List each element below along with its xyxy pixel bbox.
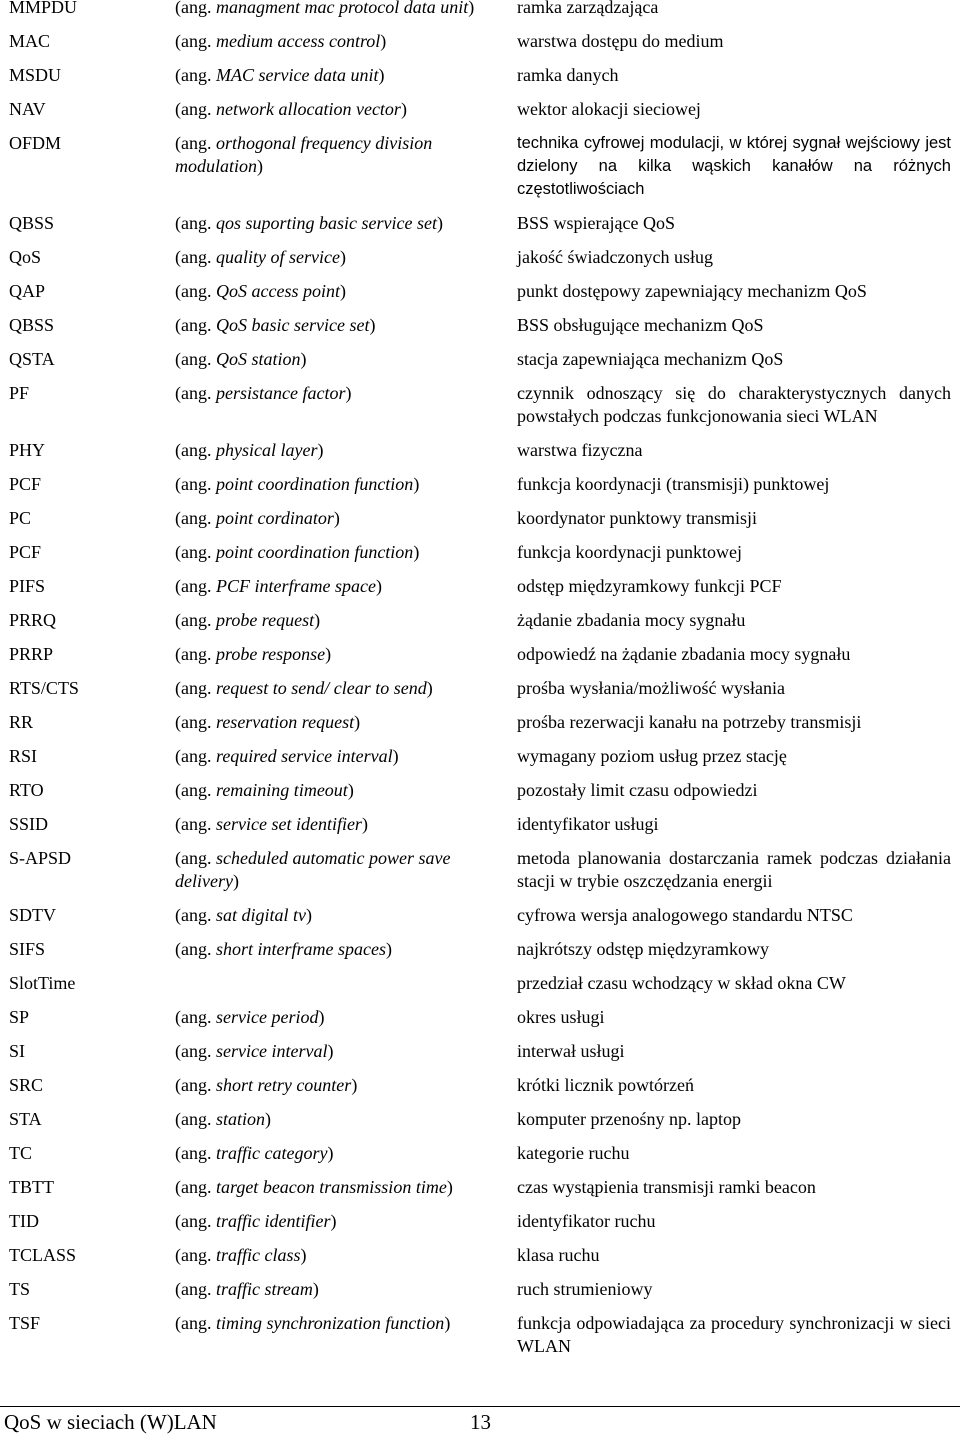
english-term-text: service period <box>215 1007 319 1027</box>
english-term <box>168 1074 510 1097</box>
glossary-row <box>0 1176 960 1210</box>
english-term-text: QoS basic service set <box>215 315 370 335</box>
english-term-text: probe request <box>215 610 315 630</box>
english-term-text: request to send/ clear to send <box>215 678 427 698</box>
ang-suffix: ) <box>347 780 354 800</box>
english-term <box>168 643 510 666</box>
polish-description: pozostały limit czasu odpowiedzi <box>517 780 758 800</box>
english-term-text: traffic identifier <box>215 1211 331 1231</box>
glossary-row <box>0 1244 960 1278</box>
english-term <box>168 98 510 121</box>
english-term <box>168 938 510 961</box>
abbreviation: TBTT <box>9 1177 54 1197</box>
polish-description: najkrótszy odstęp międzyramkowy <box>517 939 769 959</box>
ang-suffix: ) <box>369 315 376 335</box>
english-term-text: point coordination function <box>215 474 414 494</box>
abbreviation: QSTA <box>9 349 55 369</box>
glossary-row <box>0 212 960 246</box>
ang-suffix: ) <box>392 746 399 766</box>
english-term-text: target beacon transmission time <box>215 1177 447 1197</box>
abbreviation: SI <box>9 1041 26 1061</box>
ang-prefix: (ang. <box>175 349 216 369</box>
english-term-text: managment mac protocol data unit <box>215 0 469 17</box>
english-term-text: MAC service data unit <box>215 65 379 85</box>
english-term-text: short interframe spaces <box>215 939 386 959</box>
english-term <box>168 382 510 405</box>
abbreviation: PF <box>9 383 30 403</box>
english-term <box>168 1210 510 1233</box>
english-term <box>168 1108 510 1131</box>
polish-description: przedział czasu wchodzący w skład okna CW <box>517 973 846 993</box>
glossary-row <box>0 1040 960 1074</box>
ang-suffix: ) <box>446 1177 453 1197</box>
ang-prefix: (ang. <box>175 1211 216 1231</box>
abbreviation: OFDM <box>9 133 62 153</box>
ang-prefix: (ang. <box>175 678 216 698</box>
english-term <box>168 711 510 734</box>
polish-description: prośba rezerwacji kanału na potrzeby transmisji <box>517 712 862 732</box>
glossary-row <box>0 1108 960 1142</box>
english-term-text: network allocation vector <box>215 99 401 119</box>
glossary-row <box>0 1210 960 1244</box>
abbreviation: SIFS <box>9 939 46 959</box>
polish-description: BSS wspierające QoS <box>517 213 675 233</box>
english-term-text: QoS station <box>215 349 301 369</box>
english-term <box>168 30 510 53</box>
polish-description: komputer przenośny np. laptop <box>517 1109 741 1129</box>
ang-prefix: (ang. <box>175 1245 216 1265</box>
polish-description: identyfikator ruchu <box>517 1211 656 1231</box>
english-term <box>168 507 510 530</box>
ang-prefix: (ang. <box>175 1143 216 1163</box>
glossary-row <box>0 1142 960 1176</box>
abbreviation: MMPDU <box>9 0 78 17</box>
ang-suffix: ) <box>300 1245 307 1265</box>
english-term-text: timing synchronization function <box>215 1313 445 1333</box>
glossary-row <box>0 904 960 938</box>
abbreviation: RR <box>9 712 34 732</box>
polish-description: interwał usługi <box>517 1041 625 1061</box>
abbreviation: TCLASS <box>9 1245 77 1265</box>
footer-divider <box>0 1406 960 1407</box>
polish-description: warstwa fizyczna <box>517 440 643 460</box>
ang-prefix: (ang. <box>175 65 216 85</box>
polish-description: czas wystąpienia transmisji ramki beacon <box>517 1177 816 1197</box>
ang-prefix: (ang. <box>175 1075 216 1095</box>
abbreviation: TC <box>9 1143 33 1163</box>
ang-suffix: ) <box>354 712 361 732</box>
ang-suffix: ) <box>327 1143 334 1163</box>
glossary-row <box>0 847 960 904</box>
ang-prefix: (ang. <box>175 247 216 267</box>
english-term <box>168 0 510 19</box>
glossary-row <box>0 541 960 575</box>
ang-prefix: (ang. <box>175 1177 216 1197</box>
ang-suffix: ) <box>327 1041 334 1061</box>
english-term <box>168 132 510 178</box>
polish-description: wymagany poziom usług przez stację <box>517 746 787 766</box>
english-term <box>168 904 510 927</box>
glossary-row <box>0 677 960 711</box>
english-term-text: short retry counter <box>215 1075 352 1095</box>
ang-suffix: ) <box>385 939 392 959</box>
polish-description: koordynator punktowy transmisji <box>517 508 757 528</box>
polish-description: jakość świadczonych usług <box>517 247 713 267</box>
abbreviation: RTS/CTS <box>9 678 79 698</box>
english-term-text: traffic category <box>215 1143 328 1163</box>
glossary-row <box>0 1006 960 1040</box>
ang-prefix: (ang. <box>175 1041 216 1061</box>
glossary-row <box>0 348 960 382</box>
polish-description: odpowiedź na żądanie zbadania mocy sygnału <box>517 644 851 664</box>
polish-description: punkt dostępowy zapewniający mechanizm QoS <box>517 281 867 301</box>
abbreviation: PIFS <box>9 576 46 596</box>
glossary-row <box>0 972 960 1006</box>
ang-prefix: (ang. <box>175 0 216 17</box>
polish-description: technika cyfrowej modulacji, w której sygnał wejściowy jest dzielony na kilka wąskich kanałów na różnych częstotliwościach <box>517 134 951 198</box>
ang-prefix: (ang. <box>175 1313 216 1333</box>
glossary-row <box>0 473 960 507</box>
ang-prefix: (ang. <box>175 1109 216 1129</box>
english-term <box>168 1006 510 1029</box>
english-term-text: reservation request <box>215 712 355 732</box>
glossary-row <box>0 0 960 30</box>
glossary-row <box>0 745 960 779</box>
glossary-row <box>0 382 960 439</box>
abbreviation: RSI <box>9 746 38 766</box>
english-term <box>168 212 510 235</box>
english-term <box>168 779 510 802</box>
english-term-text: traffic stream <box>215 1279 313 1299</box>
ang-suffix: ) <box>312 1279 319 1299</box>
english-term-text: physical layer <box>215 440 318 460</box>
glossary-row <box>0 938 960 972</box>
polish-description: funkcja odpowiadająca za procedury synchronizacji w sieci WLAN <box>517 1313 951 1356</box>
english-term-text: qos suporting basic service set <box>215 213 437 233</box>
polish-description: stacja zapewniająca mechanizm QoS <box>517 349 784 369</box>
glossary-row <box>0 711 960 745</box>
ang-suffix: ) <box>436 213 443 233</box>
glossary-row <box>0 643 960 677</box>
abbreviation: STA <box>9 1109 42 1129</box>
english-term-text: service set identifier <box>215 814 362 834</box>
ang-suffix: ) <box>413 542 420 562</box>
ang-prefix: (ang. <box>175 644 216 664</box>
polish-description: cyfrowa wersja analogowego standardu NTSC <box>517 905 853 925</box>
abbreviation: PCF <box>9 474 42 494</box>
ang-prefix: (ang. <box>175 213 216 233</box>
glossary-row <box>0 30 960 64</box>
english-term <box>168 541 510 564</box>
polish-description: BSS obsługujące mechanizm QoS <box>517 315 764 335</box>
english-term-text: service interval <box>215 1041 328 1061</box>
ang-suffix: ) <box>339 281 346 301</box>
polish-description: wektor alokacji sieciowej <box>517 99 701 119</box>
ang-suffix: ) <box>300 349 307 369</box>
abbreviation: PCF <box>9 542 42 562</box>
ang-prefix: (ang. <box>175 281 216 301</box>
polish-description: prośba wysłania/możliwość wysłania <box>517 678 785 698</box>
ang-prefix: (ang. <box>175 780 216 800</box>
abbreviation: RTO <box>9 780 44 800</box>
ang-prefix: (ang. <box>175 712 216 732</box>
english-term-text: point coordination function <box>215 542 414 562</box>
ang-suffix: ) <box>361 814 368 834</box>
ang-suffix: ) <box>305 905 312 925</box>
english-term-text: persistance factor <box>215 383 346 403</box>
ang-prefix: (ang. <box>175 905 216 925</box>
footer-title: QoS w sieciach (W)LAN <box>4 1410 217 1434</box>
ang-prefix: (ang. <box>175 99 216 119</box>
glossary-row <box>0 132 960 212</box>
glossary-row <box>0 314 960 348</box>
english-term-text: station <box>215 1109 265 1129</box>
english-term <box>168 575 510 598</box>
glossary-row <box>0 1278 960 1312</box>
english-term-text: point cordinator <box>215 508 334 528</box>
english-term-text: required service interval <box>215 746 393 766</box>
ang-prefix: (ang. <box>175 542 216 562</box>
english-term-text: sat digital tv <box>215 905 306 925</box>
ang-suffix: ) <box>317 440 324 460</box>
polish-description: funkcja koordynacji (transmisji) punktowej <box>517 474 830 494</box>
english-term <box>168 847 510 893</box>
glossary-row <box>0 1312 960 1369</box>
abbreviation: TS <box>9 1279 31 1299</box>
ang-suffix: ) <box>351 1075 358 1095</box>
english-term-text: scheduled automatic power save delivery <box>175 848 451 891</box>
polish-description: ruch strumieniowy <box>517 1279 653 1299</box>
abbreviation: QBSS <box>9 213 55 233</box>
english-term-text: orthogonal frequency division modulation <box>175 133 433 176</box>
english-term <box>168 314 510 337</box>
english-term <box>168 1278 510 1301</box>
polish-description: ramka danych <box>517 65 619 85</box>
polish-description: ramka zarządzająca <box>517 0 659 17</box>
glossary-row <box>0 280 960 314</box>
glossary-row <box>0 1074 960 1108</box>
english-term <box>168 1142 510 1165</box>
ang-prefix: (ang. <box>175 1279 216 1299</box>
glossary-row <box>0 246 960 280</box>
ang-prefix: (ang. <box>175 848 216 868</box>
polish-description: okres usługi <box>517 1007 605 1027</box>
abbreviation: TSF <box>9 1313 41 1333</box>
glossary-row <box>0 813 960 847</box>
abbreviation: SlotTime <box>9 973 76 993</box>
english-term <box>168 1176 510 1199</box>
english-term-text: medium access control <box>215 31 381 51</box>
english-term <box>168 473 510 496</box>
english-term-text: traffic class <box>215 1245 301 1265</box>
ang-suffix: ) <box>444 1313 451 1333</box>
english-term <box>168 609 510 632</box>
ang-prefix: (ang. <box>175 315 216 335</box>
ang-prefix: (ang. <box>175 31 216 51</box>
abbreviation: SDTV <box>9 905 57 925</box>
english-term-text: probe response <box>215 644 326 664</box>
ang-prefix: (ang. <box>175 508 216 528</box>
english-term <box>168 64 510 87</box>
ang-suffix: ) <box>325 644 332 664</box>
polish-description: funkcja koordynacji punktowej <box>517 542 742 562</box>
polish-description: warstwa dostępu do medium <box>517 31 724 51</box>
polish-description: klasa ruchu <box>517 1245 600 1265</box>
abbreviation: QBSS <box>9 315 55 335</box>
english-term <box>168 677 510 700</box>
ang-suffix: ) <box>380 31 387 51</box>
glossary-row <box>0 575 960 609</box>
english-term-text: quality of service <box>215 247 340 267</box>
ang-suffix: ) <box>378 65 385 85</box>
abbreviation: PC <box>9 508 32 528</box>
ang-prefix: (ang. <box>175 1007 216 1027</box>
abbreviation: TID <box>9 1211 39 1231</box>
ang-suffix: ) <box>330 1211 337 1231</box>
ang-suffix: ) <box>339 247 346 267</box>
ang-prefix: (ang. <box>175 474 216 494</box>
english-term <box>168 280 510 303</box>
english-term <box>168 745 510 768</box>
ang-suffix: ) <box>232 871 239 891</box>
ang-suffix: ) <box>375 576 382 596</box>
glossary-row <box>0 64 960 98</box>
ang-suffix: ) <box>333 508 340 528</box>
ang-prefix: (ang. <box>175 383 216 403</box>
abbreviation: SRC <box>9 1075 44 1095</box>
english-term <box>168 246 510 269</box>
ang-suffix: ) <box>400 99 407 119</box>
english-term <box>168 439 510 462</box>
abbreviation: PRRQ <box>9 610 57 630</box>
abbreviation: SP <box>9 1007 30 1027</box>
polish-description: czynnik odnoszący się do charakterystycznych danych powstałych podczas funkcjonowania sieci WLAN <box>517 383 951 426</box>
ang-prefix: (ang. <box>175 576 216 596</box>
ang-prefix: (ang. <box>175 610 216 630</box>
polish-description: kategorie ruchu <box>517 1143 630 1163</box>
glossary-row <box>0 609 960 643</box>
abbreviation: SSID <box>9 814 49 834</box>
abbreviation: PHY <box>9 440 46 460</box>
abbreviation: MSDU <box>9 65 62 85</box>
glossary-row <box>0 507 960 541</box>
glossary-row <box>0 98 960 132</box>
ang-suffix: ) <box>468 0 475 17</box>
polish-description: metoda planowania dostarczania ramek podczas działania stacji w trybie oszczędzania energii <box>517 848 951 891</box>
page-number: 13 <box>470 1410 491 1434</box>
english-term-text: remaining timeout <box>215 780 348 800</box>
ang-prefix: (ang. <box>175 133 216 153</box>
polish-description: identyfikator usługi <box>517 814 659 834</box>
ang-suffix: ) <box>318 1007 325 1027</box>
english-term <box>168 813 510 836</box>
english-term-text: QoS access point <box>215 281 340 301</box>
ang-suffix: ) <box>314 610 321 630</box>
ang-suffix: ) <box>413 474 420 494</box>
abbreviation: QoS <box>9 247 42 267</box>
ang-suffix: ) <box>345 383 352 403</box>
ang-prefix: (ang. <box>175 440 216 460</box>
polish-description: krótki licznik powtórzeń <box>517 1075 694 1095</box>
ang-suffix: ) <box>426 678 433 698</box>
english-term <box>168 1312 510 1335</box>
glossary-row <box>0 439 960 473</box>
abbreviation: MAC <box>9 31 51 51</box>
abbreviation: NAV <box>9 99 46 119</box>
ang-suffix: ) <box>257 156 264 176</box>
glossary-row <box>0 779 960 813</box>
polish-description: odstęp międzyramkowy funkcji PCF <box>517 576 782 596</box>
english-term <box>168 348 510 371</box>
english-term-text: PCF interframe space <box>215 576 376 596</box>
ang-prefix: (ang. <box>175 939 216 959</box>
english-term <box>168 1244 510 1267</box>
abbreviation: PRRP <box>9 644 54 664</box>
ang-prefix: (ang. <box>175 814 216 834</box>
polish-description: żądanie zbadania mocy sygnału <box>517 610 746 630</box>
abbreviation: QAP <box>9 281 46 301</box>
abbreviation: S-APSD <box>9 848 72 868</box>
english-term <box>168 1040 510 1063</box>
ang-prefix: (ang. <box>175 746 216 766</box>
ang-suffix: ) <box>265 1109 271 1129</box>
